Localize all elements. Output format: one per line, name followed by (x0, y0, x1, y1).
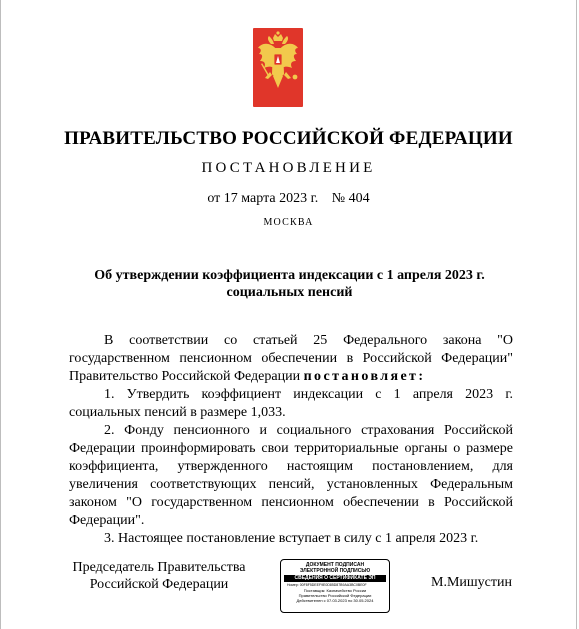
signer-position-line2: Российской Федерации (89, 577, 229, 592)
government-name: ПРАВИТЕЛЬСТВО РОССИЙСКОЙ ФЕДЕРАЦИИ (64, 128, 513, 149)
decree-number: № 404 (331, 191, 370, 206)
signer-position (71, 559, 247, 593)
preamble-action: постановляет: (303, 369, 426, 384)
stamp-provider: Поставщик: Казначейство России (303, 588, 367, 593)
decree-title-line2: социальных пенсий (226, 285, 353, 300)
signer-name: М.Мишустин (431, 575, 512, 590)
item-3: 3. Настоящее постановление вступает в силу с 1 апреля 2023 г. (104, 531, 479, 546)
decree-date-line (1, 191, 576, 207)
coat-of-arms-emblem (253, 28, 303, 107)
preamble-paragraph (69, 332, 513, 386)
stamp-certificate-header: СВЕДЕНИЯ О СЕРТИФИКАТЕ ЭП (284, 575, 386, 582)
stamp-validity: Действителен с 07.03.2023 по 30.05.2024 (296, 598, 374, 603)
electronic-signature-stamp (280, 559, 390, 613)
stamp-cert-number: Номер: 00F8F5DEEF9E0D85D87B9AA3BC0BE0F (287, 583, 367, 587)
item-1: 1. Утвердить коэффициент индексации с 1 апреля 2023 г. социальных пенсий в размере 1,033. (69, 387, 513, 420)
stamp-line1: ДОКУМЕНТ ПОДПИСАН (305, 562, 365, 568)
decree-date: от 17 марта 2023 г. (207, 191, 319, 206)
signer-position-line1: Председатель Правительства (72, 560, 246, 575)
document-type: ПОСТАНОВЛЕНИЕ (201, 160, 376, 176)
decree-title-line1: Об утверждении коэффициента индексации с 1 апреля 2023 г. (94, 268, 485, 283)
item-2: 2. Фонду пенсионного и социального страхования Российской Федерации проинформировать свои территориальные органы о размере коэффициента, утвержденного настоящим постановлением, для увеличения соответствующих пенсий, установленных Федеральным законом "О государственном пенсионном обеспечении в Российской Федерации". (69, 423, 513, 528)
decree-body (69, 332, 513, 548)
stamp-owner: Правительство Российской Федерации (298, 593, 372, 598)
decree-title (61, 267, 518, 301)
city: МОСКВА (263, 217, 314, 228)
preamble-text: В соответствии со статьей 25 Федерального закона "О государственном пенсионном обеспечении в Российской Федерации" Правительство Российской Федерации (69, 333, 513, 384)
stamp-line2: ЭЛЕКТРОННОЙ ПОДПИСЬЮ (299, 568, 371, 574)
